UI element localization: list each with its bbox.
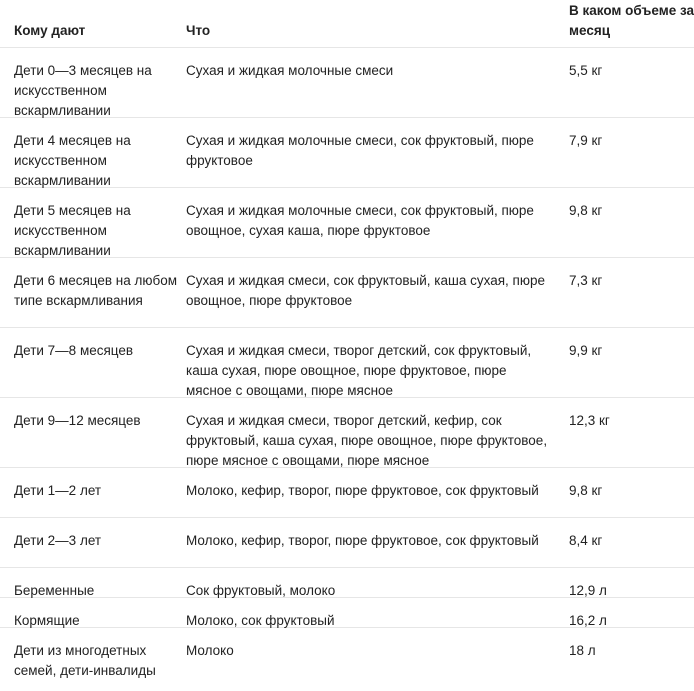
table-row — [0, 328, 694, 398]
cell-who: Дети 7—8 месяцев — [14, 343, 134, 358]
cell-amount: 18 л — [569, 643, 596, 658]
cell-who: Кормящие — [14, 613, 80, 628]
cell-who: Дети 0—3 месяцев на искусственном вскармливании — [14, 63, 152, 118]
cell-who: Дети 9—12 месяцев — [14, 413, 141, 428]
cell-what: Сок фруктовый, молоко — [186, 583, 336, 598]
cell-amount: 5,5 кг — [569, 63, 603, 78]
table-row — [0, 188, 694, 258]
table-row — [0, 598, 694, 628]
cell-what: Молоко, кефир, творог, пюре фруктовое, сок фруктовый — [186, 533, 539, 548]
cell-who: Дети 1—2 лет — [14, 483, 102, 498]
cell-what: Сухая и жидкая молочные смеси — [186, 63, 394, 78]
table-row — [0, 518, 694, 568]
cell-what: Молоко — [186, 643, 234, 658]
cell-amount: 8,4 кг — [569, 533, 603, 548]
cell-amount: 16,2 л — [569, 613, 607, 628]
cell-who: Дети 5 месяцев на искусственном вскармливании — [14, 203, 131, 258]
cell-amount: 7,3 кг — [569, 273, 603, 288]
cell-what: Сухая и жидкая смеси, творог детский, сок фруктовый, каша сухая, пюре овощное, пюре фруктовое, пюре мясное с овощами, пюре мясное — [186, 343, 532, 398]
cell-who: Дети 2—3 лет — [14, 533, 102, 548]
cell-what: Молоко, кефир, творог, пюре фруктовое, сок фруктовый — [186, 483, 539, 498]
header-amount — [555, 1, 694, 41]
header-amount-text: В каком объеме за месяц — [569, 3, 694, 38]
table-row — [0, 118, 694, 188]
cell-what: Сухая и жидкая смеси, творог детский, кефир, сок фруктовый, каша сухая, пюре овощное, пюре фруктовое, пюре мясное с овощами, пюре мясное — [186, 413, 548, 468]
cell-what: Сухая и жидкая молочные смеси, сок фруктовый, пюре фруктовое — [186, 133, 534, 168]
table-row — [0, 398, 694, 468]
cell-who: Дети 6 месяцев на любом типе вскармливания — [14, 273, 178, 308]
table-row — [0, 628, 694, 678]
header-what: Что — [186, 23, 211, 38]
cell-amount: 9,8 кг — [569, 203, 603, 218]
cell-amount: 7,9 кг — [569, 133, 603, 148]
cell-what: Сухая и жидкая смеси, сок фруктовый, каша сухая, пюре овощное, пюре фруктовое — [186, 273, 545, 308]
cell-amount: 12,3 кг — [569, 413, 610, 428]
table-row — [0, 468, 694, 518]
header-who: Кому дают — [14, 23, 86, 38]
cell-amount: 12,9 л — [569, 583, 607, 598]
cell-what: Сухая и жидкая молочные смеси, сок фруктовый, пюре овощное, сухая каша, пюре фруктовое — [186, 203, 534, 238]
cell-who: Беременные — [14, 583, 95, 598]
cell-what: Молоко, сок фруктовый — [186, 613, 335, 628]
table-row — [0, 48, 694, 118]
table-header — [0, 0, 694, 48]
cell-who: Дети 4 месяцев на искусственном вскармливании — [14, 133, 131, 188]
table-row — [0, 568, 694, 598]
table-row — [0, 258, 694, 328]
cell-amount: 9,8 кг — [569, 483, 603, 498]
cell-amount: 9,9 кг — [569, 343, 603, 358]
cell-who: Дети из многодетных семей, дети-инвалиды — [14, 643, 156, 678]
